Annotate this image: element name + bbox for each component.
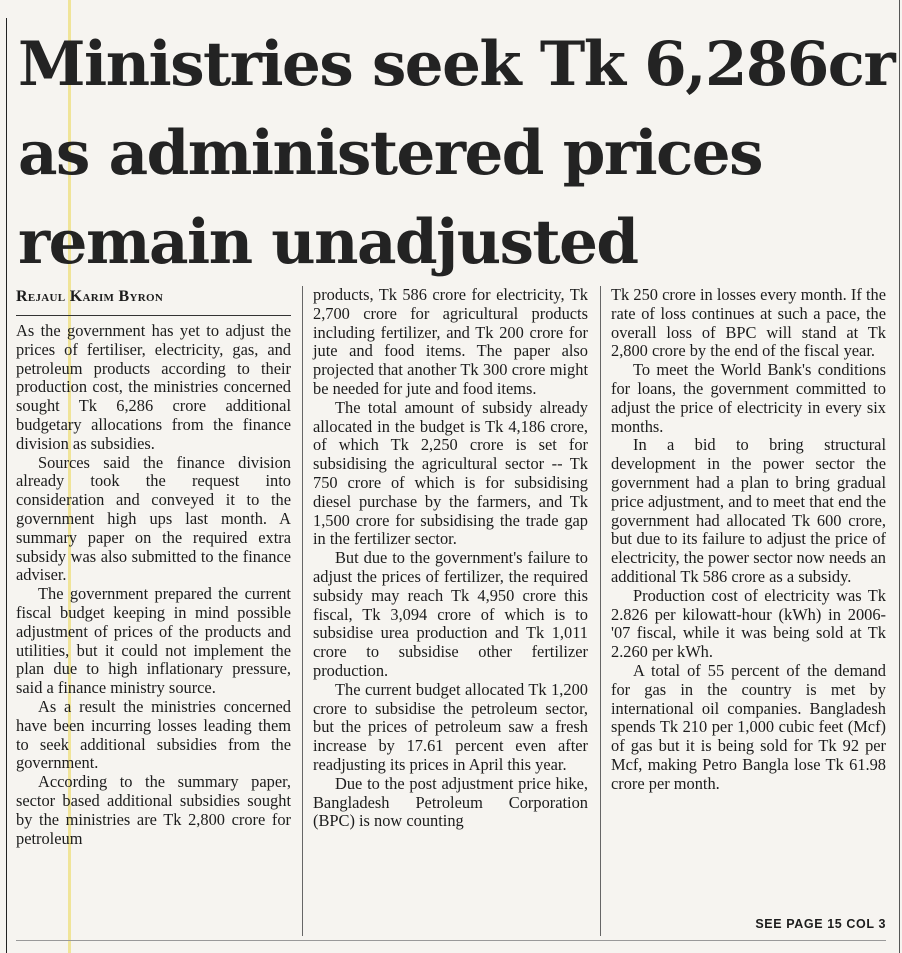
article-column-1 [16, 322, 291, 848]
paragraph: The government prepared the current fiscal budget keeping in mind possible adjustment of prices of the products and utilities, but it could not implement the plan due to high inflationary pressure, said a finance ministry source. [16, 584, 291, 698]
headline-line-1: Ministries seek Tk 6,286cr [18, 29, 895, 100]
headline-line-2: as administered prices [18, 118, 762, 189]
paragraph: Sources said the finance division already took the request into consideration and conveyed it to the government high ups last month. A summary paper on the required extra subsidy was also submitted to the finance adviser. [16, 452, 291, 585]
headline-line-3: remain unadjusted [18, 207, 638, 278]
paragraph: But due to the government's failure to adjust the prices of fertilizer, the required subsidy may reach Tk 4,950 crore this fiscal, Tk 3,094 crore of which is to subsidise urea production and Tk 1,011 crore to subsidise other fertilizer production. [313, 548, 588, 680]
paragraph: Due to the post adjustment price hike, Bangladesh Petroleum Corporation (BPC) is now counting [313, 773, 588, 831]
byline: Rejaul Karim Byron [16, 288, 164, 305]
paragraph: As a result the ministries concerned have been incurring losses leading them to seek additional subsidies from the government. [16, 696, 291, 773]
paragraph: As the government has yet to adjust the prices of fertiliser, electricity, gas, and petroleum products according to their production cost, the ministries concerned sought Tk 6,286 crore additional budgetary allocations from the finance division as subsidies. [16, 321, 291, 453]
article-column-2 [313, 286, 588, 831]
byline-rule [16, 315, 291, 316]
paragraph: To meet the World Bank's conditions for loans, the government committed to adjust the price of electricity in every six months. [611, 360, 886, 436]
continuation-jump: SEE PAGE 15 COL 3 [755, 917, 886, 931]
column-divider-1 [302, 286, 303, 936]
paragraph: According to the summary paper, sector based additional subsidies sought by the ministries are Tk 2,800 crore for petroleum [16, 772, 291, 848]
paragraph: The total amount of subsidy already allocated in the budget is Tk 4,186 crore, of which Tk 2,250 crore is set for subsidising the agricultural sector -- Tk 750 crore of which is for subsidising diesel purchase by the farmers, and Tk 1,500 crore for subsidising the trade gap in the fertilizer sector. [313, 397, 588, 549]
paragraph: A total of 55 percent of the demand for gas in the country is met by international oil companies. Bangladesh spends Tk 210 per 1,000 cubic feet (Mcf) of gas but it is being sold for Tk 92 per Mcf, making Petro Bangla lose Tk 61.98 crore per month. [611, 660, 886, 793]
bottom-rule [16, 940, 886, 941]
paragraph: products, Tk 586 crore for electricity, Tk 2,700 crore for agricultural products including fertilizer, and Tk 200 crore for jute and food items. The paper also projected that another Tk 300 crore might be needed for jute and food items. [313, 285, 588, 398]
column-divider-2 [600, 286, 601, 936]
headline [18, 20, 895, 287]
paragraph: Tk 250 crore in losses every month. If the rate of loss continues at such a pace, the overall loss of BPC will stand at Tk 2,800 crore by the end of the fiscal year. [611, 285, 886, 361]
paragraph: Production cost of electricity was Tk 2.826 per kilowatt-hour (kWh) in 2006-'07 fiscal, while it was being sold at Tk 2.260 per kWh. [611, 585, 886, 662]
clipping-right-edge [899, 0, 900, 953]
paragraph: The current budget allocated Tk 1,200 crore to subsidise the petroleum sector, but the prices of petroleum saw a fresh increase by 17.61 percent even after readjusting its prices in April this year. [313, 679, 588, 774]
article-column-3 [611, 286, 886, 794]
clipping-left-edge [6, 18, 7, 953]
paragraph: In a bid to bring structural development in the power sector the government had a plan to bring gradual price adjustment, and to meet that end the government had allocated Tk 600 crore, but due to its failure to adjust the price of electricity, the power sector now needs an additional Tk 586 crore as a subsidy. [611, 435, 886, 586]
